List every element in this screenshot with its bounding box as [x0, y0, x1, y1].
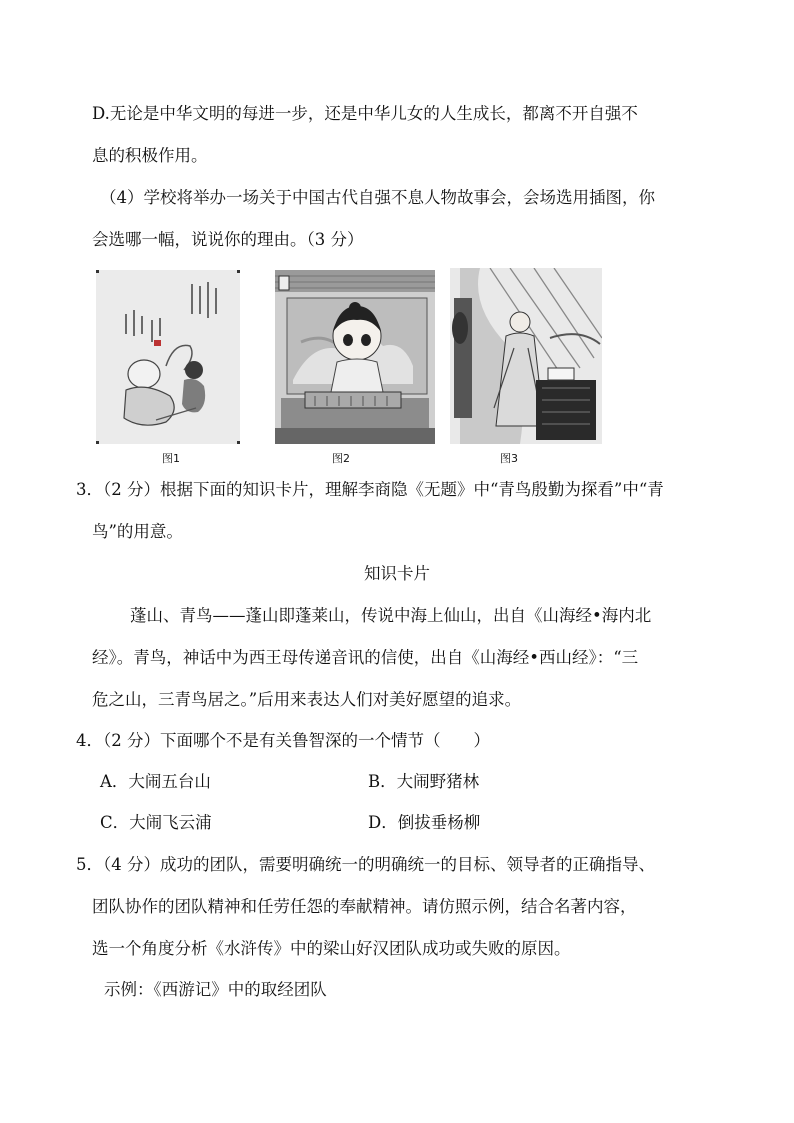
figure-1-caption: 图1 — [162, 452, 180, 465]
question-4-option-a: A．大闹五台山 — [100, 772, 211, 791]
knowledge-card-title: 知识卡片 — [364, 564, 430, 583]
question-5-line-2: 团队协作的团队精神和任劳任怨的奉献精神。请仿照示例，结合名著内容， — [92, 897, 637, 916]
figure-3-image — [450, 268, 602, 444]
knowledge-card-line-3: 危之山，三青鸟居之。”后用来表达人们对美好愿望的追求。 — [92, 690, 522, 709]
question-5-line-1: 5．（4 分）成功的团队，需要明确统一的明确统一的目标、领导者的正确指导、 — [76, 855, 655, 874]
question-4-stem: 4．（2 分）下面哪个不是有关鲁智深的一个情节（ ） — [76, 731, 490, 750]
knowledge-card-line-1: 蓬山、青鸟——蓬山即蓬莱山，传说中海上仙山，出自《山海经•海内北 — [130, 606, 652, 625]
figure-3-caption: 图3 — [500, 452, 518, 465]
question-4-option-b: B．大闹野猪林 — [368, 772, 480, 791]
part-4-line-1: （4）学校将举办一场关于中国古代自强不息人物故事会，会场选用插图，你 — [100, 188, 655, 207]
option-d-line-1: D.无论是中华文明的每进一步，还是中华儿女的人生成长，都离不开自强不 — [92, 104, 638, 123]
question-4-option-c: C．大闹飞云浦 — [100, 813, 212, 832]
option-d-line-2: 息的积极作用。 — [92, 146, 208, 165]
figure-2-caption: 图2 — [332, 452, 350, 465]
question-3-line-2: 鸟”的用意。 — [92, 522, 183, 541]
knowledge-card-line-2: 经》。青鸟，神话中为西王母传递音讯的信使，出自《山海经•西山经》：“三 — [92, 648, 639, 667]
question-5-example: 示例：《西游记》中的取经团队 — [104, 980, 327, 999]
figure-1-image — [96, 270, 240, 444]
question-3-line-1: 3．（2 分）根据下面的知识卡片，理解李商隐《无题》中“青鸟殷勤为探看”中“青 — [76, 480, 664, 499]
question-4-option-d: D．倒拔垂杨柳 — [368, 813, 481, 832]
question-5-line-3: 选一个角度分析《水浒传》中的梁山好汉团队成功或失败的原因。 — [92, 939, 571, 958]
part-4-line-2: 会选哪一幅，说说你的理由。（3 分） — [92, 230, 364, 249]
figure-2-image — [275, 270, 435, 444]
